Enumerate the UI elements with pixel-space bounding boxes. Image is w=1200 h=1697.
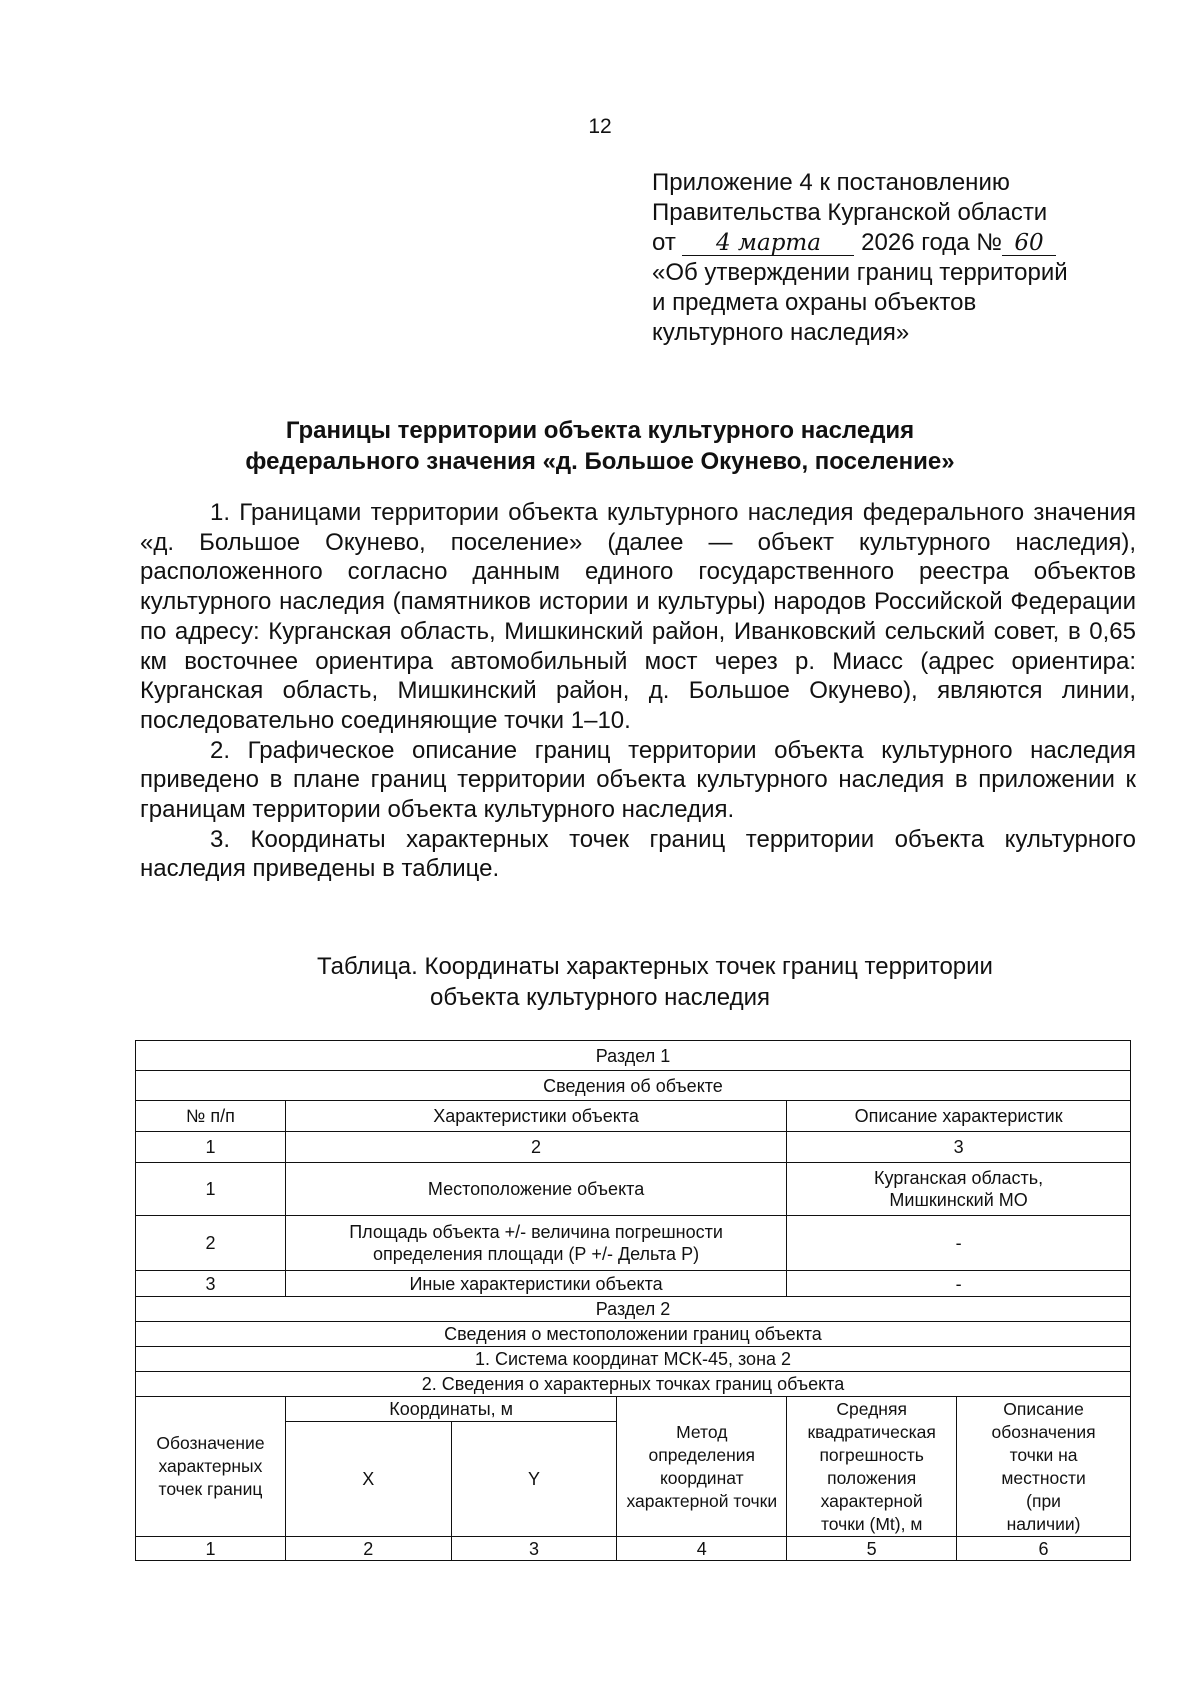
column-number: 3 — [451, 1537, 617, 1561]
column-number: 2 — [285, 1132, 786, 1163]
document-title — [0, 415, 1200, 477]
column-header: Характеристики объекта — [285, 1101, 786, 1132]
error-header — [787, 1397, 957, 1537]
name-line: определения площади (Р +/- Дельта Р) — [373, 1244, 700, 1264]
points-title: 2. Сведения о характерных точках границ объекта — [136, 1372, 1131, 1397]
table-caption — [0, 951, 1200, 1013]
designation-header — [136, 1397, 286, 1537]
characteristic-name — [285, 1216, 786, 1271]
section-header: Раздел 2 — [136, 1297, 1131, 1322]
column-header: Описание характеристик — [787, 1101, 1131, 1132]
characteristic-value — [787, 1163, 1131, 1216]
from-prefix: от — [652, 229, 676, 256]
column-header: № п/п — [136, 1101, 286, 1132]
coordinate-system: 1. Система координат МСК-45, зона 2 — [136, 1347, 1131, 1372]
column-number: 2 — [285, 1537, 451, 1561]
header-line: точки на — [1009, 1444, 1078, 1465]
section-title: Сведения об объекте — [136, 1071, 1131, 1101]
header-line: местности — [1001, 1467, 1086, 1488]
paragraph: 3. Координаты характерных точек границ территории объекта культурного наследия приведены в таблице. — [140, 825, 1136, 883]
header-line: характерных — [158, 1456, 263, 1476]
appendix-line: Правительства Курганской области — [652, 199, 1048, 226]
characteristic-value: - — [787, 1271, 1131, 1297]
handwritten-number: 60 — [1002, 231, 1056, 256]
characteristic-name: Иные характеристики объекта — [285, 1271, 786, 1297]
x-header: X — [285, 1422, 451, 1537]
header-line: точки (Mt), м — [820, 1513, 923, 1534]
appendix-line: «Об утверждении границ территорий — [652, 259, 1068, 286]
handwritten-date: 4 марта — [682, 231, 854, 256]
column-number: 1 — [136, 1537, 286, 1561]
header-line: положения — [827, 1467, 917, 1488]
description-header — [957, 1397, 1131, 1537]
section-title: Сведения о местоположении границ объекта — [136, 1322, 1131, 1347]
characteristic-value: - — [787, 1216, 1131, 1271]
row-number: 2 — [136, 1216, 286, 1271]
body-text — [140, 498, 1136, 884]
header-line: координат — [659, 1467, 744, 1488]
column-number: 1 — [136, 1132, 286, 1163]
header-line: Метод — [676, 1421, 728, 1442]
section-header: Раздел 1 — [136, 1041, 1131, 1071]
header-line: характерной точки — [626, 1490, 778, 1511]
appendix-line: культурного наследия» — [652, 319, 910, 346]
header-line: Описание — [1003, 1398, 1084, 1419]
column-number: 3 — [787, 1132, 1131, 1163]
y-header: Y — [451, 1422, 617, 1537]
name-line: Площадь объекта +/- величина погрешности — [349, 1222, 723, 1242]
column-number: 6 — [957, 1537, 1131, 1561]
year-text: 2026 года № — [861, 229, 1003, 256]
row-number: 1 — [136, 1163, 286, 1216]
coordinates-table — [135, 1040, 1131, 1561]
coordinates-header: Координаты, м — [285, 1397, 616, 1422]
header-line: Обозначение — [156, 1433, 265, 1453]
header-line: определения — [648, 1444, 756, 1465]
value-line: Курганская область, — [874, 1168, 1044, 1188]
header-line: квадратическая — [807, 1421, 936, 1442]
page-number: 12 — [588, 115, 612, 138]
column-number: 5 — [787, 1537, 957, 1561]
paragraph: 1. Границами территории объекта культурного наследия федерального значения «д. Большое Окунево, поселение» (далее — объект культурного наследия), расположенного согласно данным единого государственного реестра объектов культурного наследия (памятников истории и культуры) народов Российской Федерации по адресу: Курганская область, Мишкинский район, Иванковский сельский совет, в 0,65 км восточнее ориентира автомобильный мост через р. Миасс (адрес ориентира: Курганская область, Мишкинский район, д. Большое Окунево), являются линии, последовательно соединяющие точки 1–10. — [140, 499, 1136, 734]
row-number: 3 — [136, 1271, 286, 1297]
header-line: наличии) — [1006, 1513, 1081, 1534]
appendix-line: и предмета охраны объектов — [652, 289, 977, 316]
title-line: федерального значения «д. Большое Окунево, поселение» — [245, 448, 955, 475]
header-line: Средняя — [836, 1398, 907, 1419]
header-line: обозначения — [991, 1421, 1096, 1442]
header-line: (при — [1026, 1490, 1061, 1511]
characteristic-name: Местоположение объекта — [285, 1163, 786, 1216]
method-header — [617, 1397, 787, 1537]
appendix-date-line — [652, 228, 1122, 258]
header-line: точек границ — [158, 1479, 263, 1499]
appendix-header — [652, 168, 1122, 348]
caption-line: Таблица. Координаты характерных точек границ территории — [317, 953, 993, 980]
column-number: 4 — [617, 1537, 787, 1561]
paragraph: 2. Графическое описание границ территории объекта культурного наследия приведено в плане границ территории объекта культурного наследия в приложении к границам территории объекта культурного наследия. — [140, 736, 1136, 824]
header-line: погрешность — [819, 1444, 924, 1465]
caption-line: объекта культурного наследия — [429, 984, 771, 1011]
header-line: характерной — [820, 1490, 923, 1511]
value-line: Мишкинский МО — [889, 1190, 1028, 1210]
title-line: Границы территории объекта культурного наследия — [285, 417, 915, 444]
appendix-line: Приложение 4 к постановлению — [652, 169, 1010, 196]
